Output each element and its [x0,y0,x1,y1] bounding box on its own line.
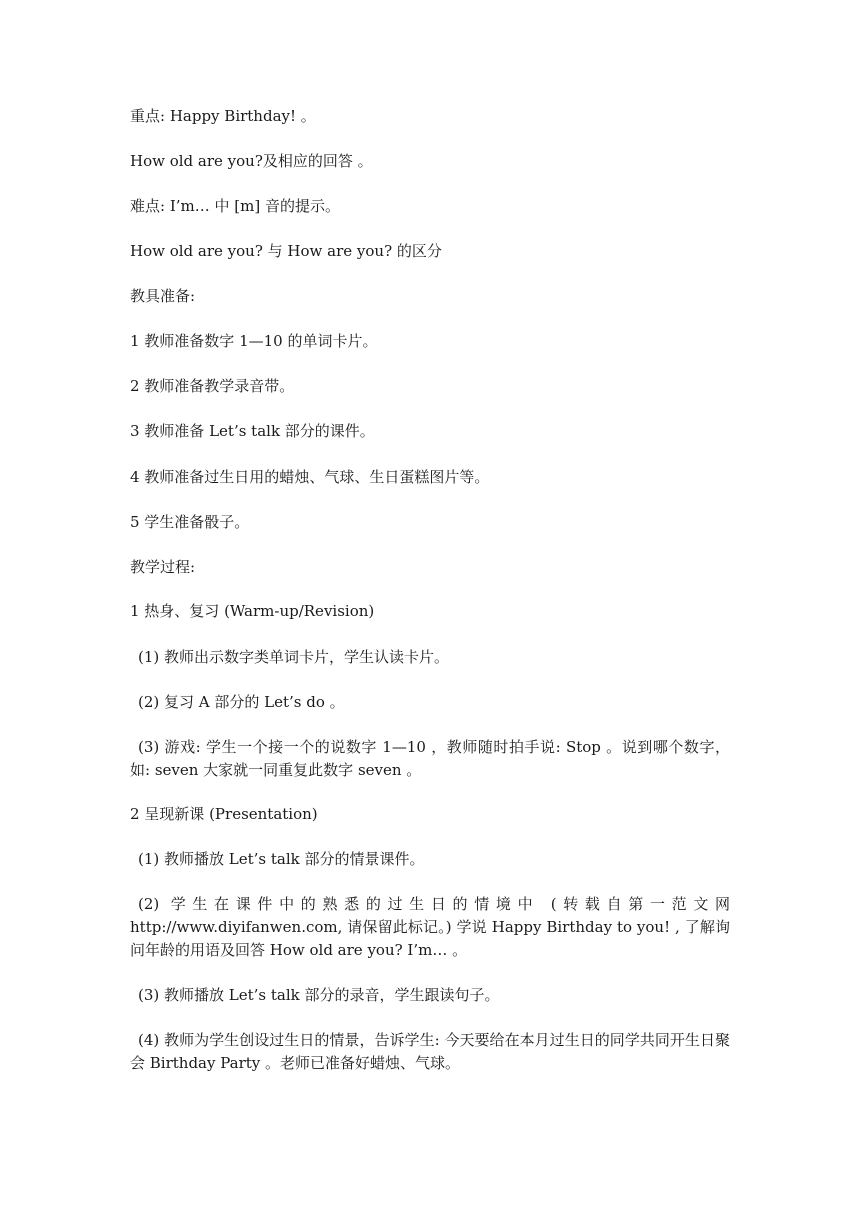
step-item-presentation-2: (2) 学生在课件中的熟悉的过生日的情境中 (转载自第一范文网 http://www.diyifanwen.com, 请保留此标记。) 学说 Happy Birthday to you! , 了解询问年龄的用语及回答 How old are you? I’m… 。 [130,895,730,959]
paragraph-key-point-question: How old are you?及相应的回答 。 [130,152,373,170]
step-heading-warmup: 1 热身、复习 (Warm-up/Revision) [130,602,375,620]
list-item-material-3: 3 教师准备 Let’s talk 部分的课件。 [130,422,375,440]
paragraph-difficulty-distinction: How old are you? 与 How are you? 的区分 [130,242,442,260]
step-item-warmup-1: (1) 教师出示数字类单词卡片，学生认读卡片。 [138,648,450,666]
section-heading-process: 教学过程: [130,558,196,576]
step-item-presentation-3: (3) 教师播放 Let’s talk 部分的录音，学生跟读句子。 [138,986,500,1004]
step-heading-presentation: 2 呈现新课 (Presentation) [130,805,318,823]
list-item-material-5: 5 学生准备骰子。 [130,513,250,531]
list-item-material-2: 2 教师准备教学录音带。 [130,377,295,395]
paragraph-key-point: 重点: Happy Birthday! 。 [130,107,316,125]
section-heading-materials: 教具准备: [130,287,196,305]
paragraph-difficulty: 难点: I’m… 中 [m] 音的提示。 [130,197,340,215]
list-item-material-1: 1 教师准备数字 1—10 的单词卡片。 [130,332,378,350]
step-item-presentation-1: (1) 教师播放 Let’s talk 部分的情景课件。 [138,850,425,868]
list-item-material-4: 4 教师准备过生日用的蜡烛、气球、生日蛋糕图片等。 [130,468,490,486]
step-item-warmup-3: (3) 游戏: 学生一个接一个的说数字 1—10 ，教师随时拍手说: Stop 。说到哪个数字，如: seven 大家就一同重复此数字 seven 。 [130,738,730,779]
step-item-presentation-4: (4) 教师为学生创设过生日的情景，告诉学生: 今天要给在本月过生日的同学共同开生日聚会 Birthday Party 。老师已准备好蜡烛、气球。 [130,1031,730,1072]
step-item-warmup-2: (2) 复习 A 部分的 Let’s do 。 [138,693,345,711]
